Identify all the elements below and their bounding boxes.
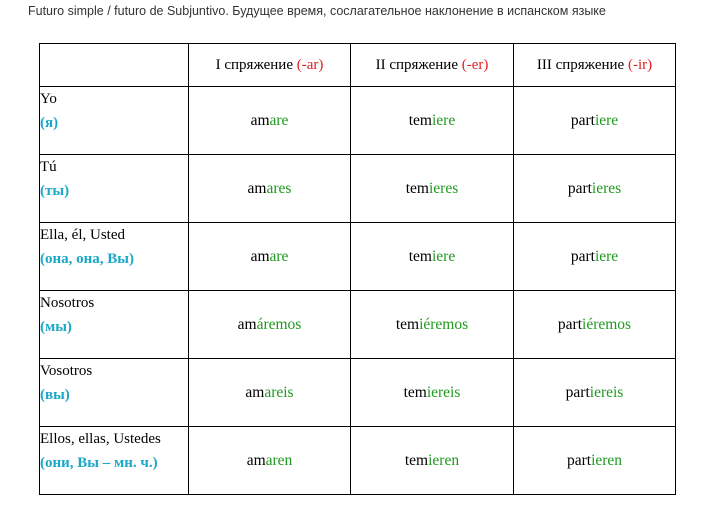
pronoun-cell: [40, 155, 189, 223]
pronoun: Nosotros: [40, 295, 95, 311]
pronoun-translation: (я): [40, 115, 59, 131]
conjugation-table: [39, 43, 676, 495]
table-row: [40, 223, 676, 291]
verb-ending: ieres: [591, 179, 622, 197]
verb-stem: am: [250, 111, 270, 129]
verb-stem: tem: [408, 111, 432, 129]
table-row: [40, 155, 676, 223]
table-row: [40, 87, 676, 155]
table-row: [40, 291, 676, 359]
verb-form-cell: [189, 87, 351, 155]
verb-ending: ieren: [428, 451, 460, 469]
verb-stem: am: [247, 179, 267, 197]
verb-stem: part: [566, 451, 592, 469]
verb-form-cell: [514, 155, 676, 223]
verb-ending: iéremos: [419, 315, 469, 333]
header-conjugation-1: [189, 44, 351, 87]
pronoun: Tú: [40, 159, 57, 175]
verb-stem: tem: [403, 383, 427, 401]
verb-ending: iere: [594, 247, 619, 265]
verb-stem: am: [245, 383, 265, 401]
verb-form-cell: [514, 291, 676, 359]
verb-form-cell: [514, 223, 676, 291]
verb-ending: iere: [432, 247, 456, 265]
header-label: III спряжение: [536, 56, 628, 73]
verb-ending: ieren: [591, 451, 623, 469]
header-ending: (-ir): [627, 56, 653, 73]
page-caption: Futuro simple / futuro de Subjuntivo. Будущее время, сослагательное наклонение в испанском языке: [28, 4, 606, 18]
verb-stem: part: [567, 179, 592, 197]
pronoun-cell: [40, 359, 189, 427]
verb-form-cell: [351, 223, 514, 291]
header-label: II спряжение: [375, 56, 462, 73]
verb-form-cell: [351, 427, 514, 495]
pronoun-cell: [40, 291, 189, 359]
verb-form-cell: [189, 223, 351, 291]
pronoun-cell: [40, 87, 189, 155]
verb-ending: aren: [265, 451, 293, 469]
verb-ending: iere: [432, 111, 456, 129]
verb-form-cell: [514, 359, 676, 427]
verb-stem: tem: [404, 451, 429, 469]
verb-stem: tem: [405, 179, 429, 197]
verb-ending: iéremos: [582, 315, 632, 333]
header-ending: (-ar): [296, 56, 324, 73]
header-conjugation-3: [514, 44, 676, 87]
verb-stem: tem: [395, 315, 420, 333]
verb-stem: part: [557, 315, 583, 333]
verb-form-cell: [351, 359, 514, 427]
verb-stem: tem: [408, 247, 432, 265]
pronoun: Ella, él, Usted: [40, 227, 125, 243]
verb-stem: am: [246, 451, 266, 469]
verb-stem: am: [250, 247, 270, 265]
verb-ending: iereis: [426, 383, 461, 401]
verb-form-cell: [351, 87, 514, 155]
verb-form-cell: [514, 427, 676, 495]
pronoun: Vosotros: [40, 363, 93, 379]
verb-form-cell: [189, 427, 351, 495]
verb-stem: am: [237, 315, 257, 333]
verb-form-cell: [351, 291, 514, 359]
pronoun-cell: [40, 427, 189, 495]
verb-stem: part: [565, 383, 590, 401]
header-ending: (-er): [461, 56, 489, 73]
verb-ending: are: [269, 247, 289, 265]
verb-form-cell: [189, 155, 351, 223]
verb-ending: áremos: [256, 315, 302, 333]
pronoun-translation: (она, она, Вы): [40, 251, 134, 267]
verb-ending: are: [269, 111, 289, 129]
pronoun-translation: (мы): [40, 319, 72, 335]
empty-corner-cell: [40, 44, 189, 87]
pronoun: Yo: [40, 91, 57, 107]
verb-ending: areis: [264, 383, 294, 401]
verb-form-cell: [514, 87, 676, 155]
verb-ending: iere: [594, 111, 619, 129]
verb-stem: part: [570, 111, 595, 129]
header-label: I спряжение: [215, 56, 297, 73]
pronoun: Ellos, ellas, Ustedes: [40, 431, 161, 447]
verb-ending: ares: [266, 179, 292, 197]
header-conjugation-2: [351, 44, 514, 87]
table-row: [40, 427, 676, 495]
table-header-row: [40, 44, 676, 87]
pronoun-cell: [40, 223, 189, 291]
pronoun-translation: (вы): [40, 387, 70, 403]
verb-stem: part: [570, 247, 595, 265]
verb-form-cell: [189, 291, 351, 359]
verb-ending: ieres: [428, 179, 459, 197]
verb-form-cell: [351, 155, 514, 223]
pronoun-translation: (они, Вы – мн. ч.): [40, 455, 158, 471]
verb-ending: iereis: [589, 383, 624, 401]
pronoun-translation: (ты): [40, 183, 70, 199]
verb-form-cell: [189, 359, 351, 427]
table-row: [40, 359, 676, 427]
